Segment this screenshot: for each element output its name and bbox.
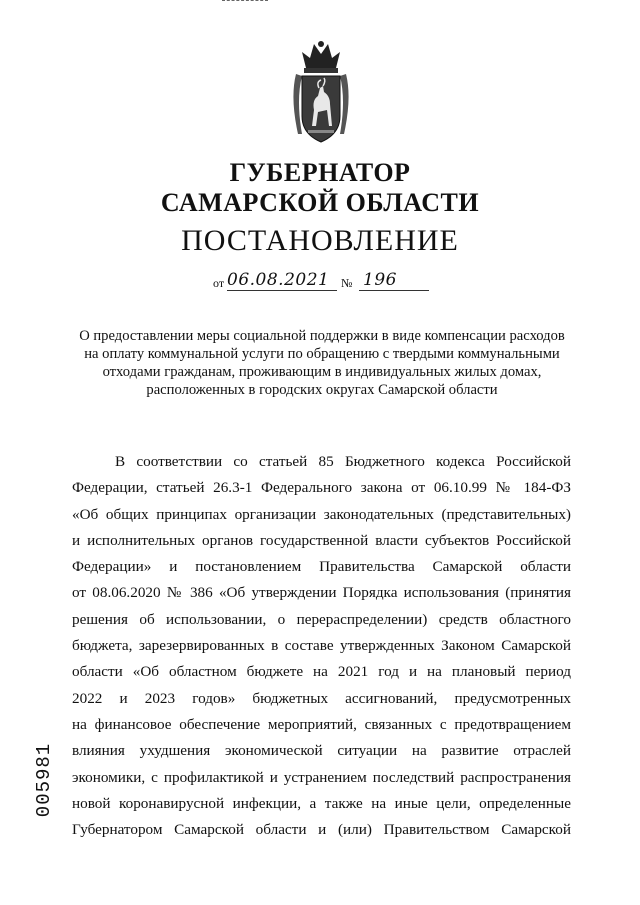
date-number-line (213, 270, 433, 292)
number-prefix: № (341, 276, 353, 290)
body-line: «Об общих принципах организации законодательных (представительных) (72, 505, 571, 523)
document-date: 06.08.2021 (227, 270, 337, 291)
body-line: на финансовое обеспечение мероприятий, связанных с предотвращением (72, 715, 571, 733)
document-type: ПОСТАНОВЛЕНИЕ (181, 224, 459, 257)
document-body (72, 449, 571, 843)
body-line: Федерации» и постановлением Правительства Самарской области (72, 558, 571, 576)
body-line: экономики, с профилактикой и устранением последствий распространения (72, 768, 571, 786)
body-line: области «Об областном бюджете на 2021 год и на плановый период (72, 663, 571, 681)
body-line: бюджета, зарезервированных в составе утвержденных Законом Самарской (72, 637, 571, 655)
body-line: Федерации, статьей 26.3-1 Федерального закона от 06.10.99 № 184-ФЗ (72, 479, 571, 497)
body-line: решения об использовании, о перераспределении) средств областного (72, 610, 571, 628)
date-prefix: от (213, 276, 225, 290)
margin-stamp-number: 005981 (33, 742, 55, 818)
body-line: 2022 и 2023 годов» бюджетных ассигнований, предусмотренных (72, 689, 571, 707)
body-line: Губернатором Самарской области и (или) Правительством Самарской (72, 821, 571, 839)
samara-coat-of-arms-icon (288, 38, 354, 146)
document-subject: О предоставлении меры социальной поддержки в виде компенсации расходов на оплату коммунальной услуги по обращению с твердыми коммунальными отходами гражданам, проживающим в индивидуальных жилых домах, расположенных в городских округах Самарской области (79, 328, 565, 398)
margin-stamp (29, 740, 59, 820)
document-number: 196 (359, 270, 429, 291)
body-line: влияния ухудшения экономической ситуации на развитие отраслей (72, 742, 571, 760)
scan-artifact (222, 0, 268, 2)
body-line: и исполнительных органов государственной власти субъектов Российской (72, 531, 571, 549)
body-line: новой коронавирусной инфекции, а также на иные цели, определенные (72, 794, 571, 812)
issuer-title: ГУБЕРНАТОР (229, 158, 411, 187)
issuer-region: САМАРСКОЙ ОБЛАСТИ (160, 188, 480, 217)
body-line: В соответствии со статьей 85 Бюджетного кодекса Российской (115, 453, 571, 470)
body-line: от 08.06.2020 № 386 «Об утверждении Порядка использования (принятия (72, 584, 571, 602)
